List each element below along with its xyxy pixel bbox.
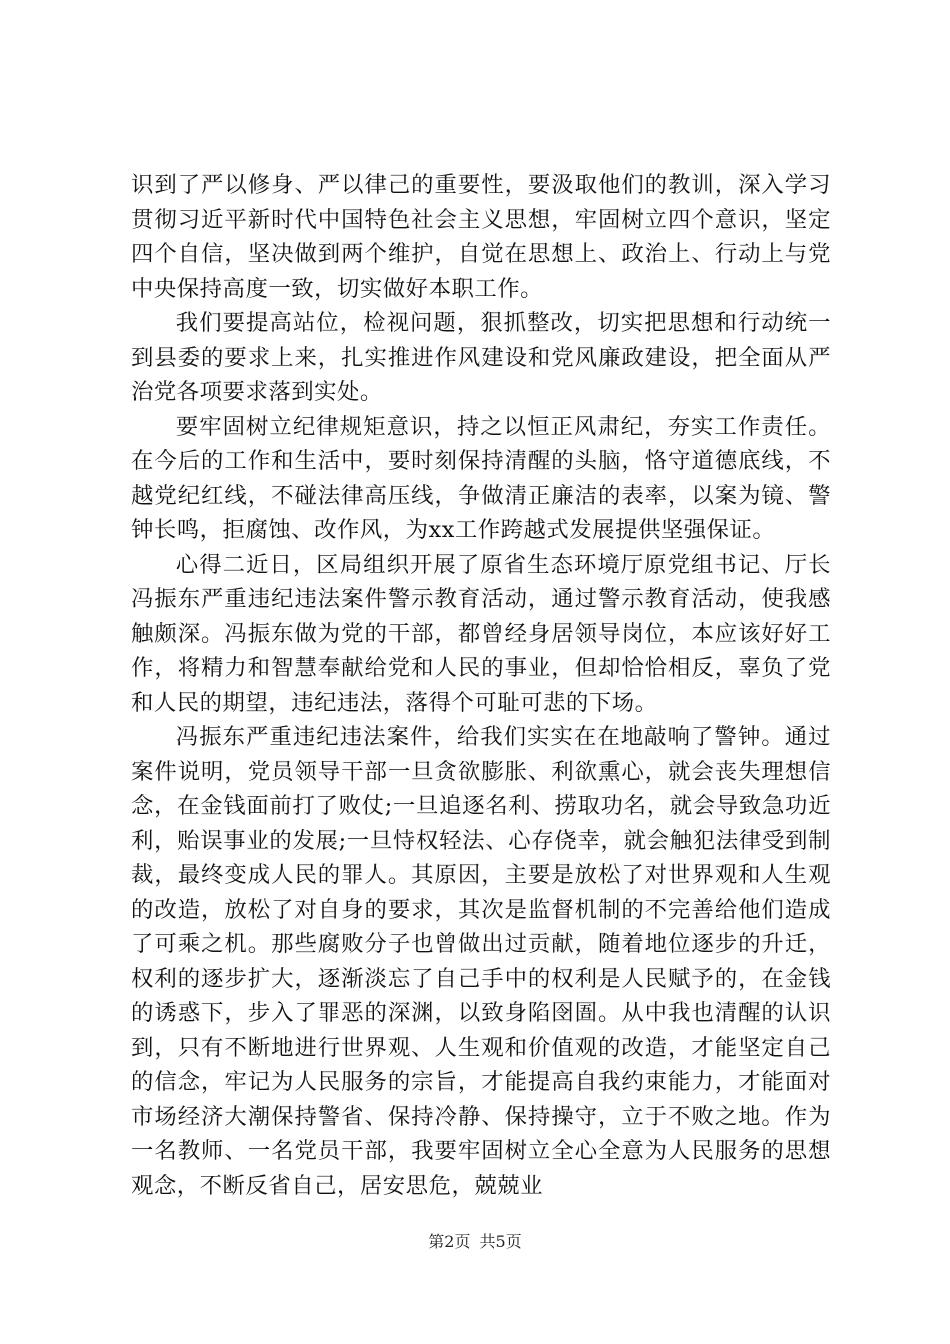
page-total: 共5页 xyxy=(479,1232,522,1251)
paragraph-1: 识到了严以修身、严以律己的重要性，要汲取他们的教训，深入学习贯彻习近平新时代中国特色社会主义思想，牢固树立四个意识，坚定四个自信，坚决做到两个维护，自觉在思想上、政治上、行动上与党中央保持高度一致，切实做好本职工作。 xyxy=(131,172,831,302)
paragraph-3: 要牢固树立纪律规矩意识，持之以恒正风肃纪，夯实工作责任。在今后的工作和生活中，要时刻保持清醒的头脑，恪守道德底线，不越党纪红线，不碰法律高压线，争做清正廉洁的表率，以案为镜、警钟长鸣，拒腐蚀、改作风，为xx工作跨越式发展提供坚强保证。 xyxy=(131,413,831,543)
paragraph-2: 我们要提高站位，检视问题，狠抓整改，切实把思想和行动统一到县委的要求上来，扎实推进作风建设和党风廉政建设，把全面从严治党各项要求落到实处。 xyxy=(131,310,831,405)
document-body xyxy=(131,168,831,1203)
page-footer xyxy=(0,1232,950,1252)
page-number: 第2页 xyxy=(428,1232,471,1251)
paragraph-5: 冯振东严重违纪违法案件，给我们实实在在地敲响了警钟。通过案件说明，党员领导干部一旦贪欲膨胀、利欲熏心，就会丧失理想信念，在金钱面前打了败仗;一旦追逐名利、捞取功名，就会导致急功近利，贻误事业的发展;一旦恃权轻法、心存侥幸，就会触犯法律受到制裁，最终变成人民的罪人。其原因，主要是放松了对世界观和人生观的改造，放松了对自身的要求，其次是监督机制的不完善给他们造成了可乘之机。那些腐败分子也曾做出过贡献，随着地位逐步的升迁，权利的逐步扩大，逐渐淡忘了自己手中的权利是人民赋予的，在金钱的诱惑下，步入了罪恶的深渊，以致身陷囹圄。从中我也清醒的认识到，只有不断地进行世界观、人生观和价值观的改造，才能坚定自己的信念，牢记为人民服务的宗旨，才能提高自我约束能力，才能面对市场经济大潮保持警省、保持冷静、保持操守，立于不败之地。作为一名教师、一名党员干部，我要牢固树立全心全意为人民服务的思想观念，不断反省自己，居安思危，兢兢业 xyxy=(131,724,831,1199)
paragraph-4: 心得二近日，区局组织开展了原省生态环境厅原党组书记、厅长冯振东严重违纪违法案件警示教育活动，通过警示教育活动，使我感触颇深。冯振东做为党的干部，都曾经身居领导岗位，本应该好好工作，将精力和智慧奉献给党和人民的事业，但却恰恰相反，辜负了党和人民的期望，违纪违法，落得个可耻可悲的下场。 xyxy=(131,551,831,716)
